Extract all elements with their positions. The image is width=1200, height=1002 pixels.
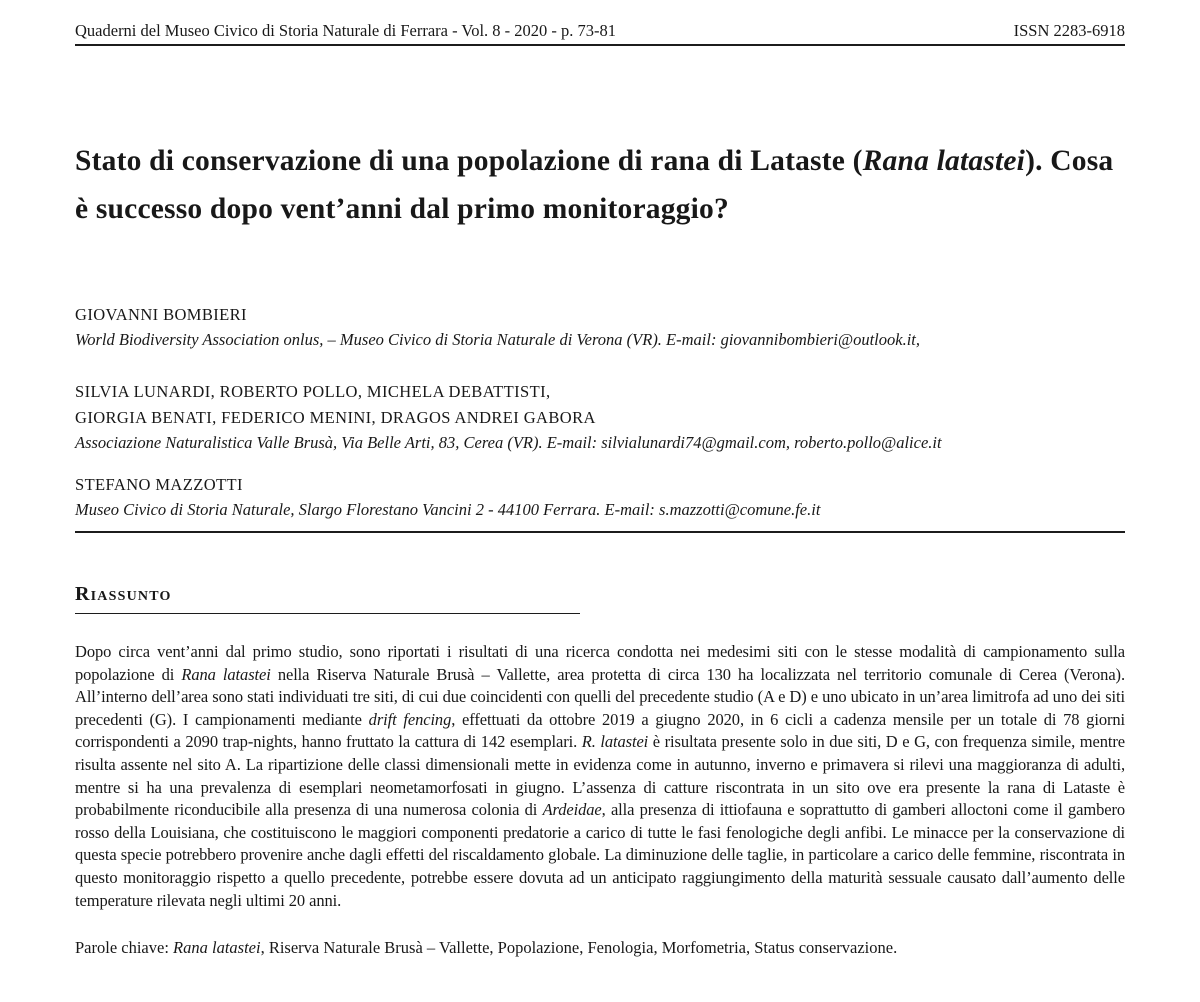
author-affiliation: World Biodiversity Association onlus, – Museo Civico di Storia Naturale di Verona (VR). E-mail: giovannibombieri@outlook.it, bbox=[75, 330, 920, 349]
author-group bbox=[75, 379, 1125, 454]
author-name: GIORGIA BENATI, FEDERICO MENINI, DRAGOS ANDREI GABORA bbox=[75, 408, 596, 427]
section-divider bbox=[75, 531, 1125, 533]
author-name: GIOVANNI BOMBIERI bbox=[75, 305, 247, 324]
article-title: Stato di conservazione di una popolazione di rana di Lataste (Rana latastei). Cosa è successo dopo vent’anni dal primo monitoraggio? bbox=[75, 145, 1114, 225]
abstract-heading: Riassunto bbox=[75, 583, 580, 614]
author-affiliation: Associazione Naturalistica Valle Brusà, Via Belle Arti, 83, Cerea (VR). E-mail: silvialunardi74@gmail.com, roberto.pollo@alice.it bbox=[75, 433, 942, 452]
author-group bbox=[75, 472, 1125, 521]
authors-block bbox=[75, 302, 1125, 521]
author-name: STEFANO MAZZOTTI bbox=[75, 475, 243, 494]
issn-number: ISSN 2283-6918 bbox=[1013, 21, 1125, 40]
journal-citation: Quaderni del Museo Civico di Storia Naturale di Ferrara - Vol. 8 - 2020 - p. 73-81 bbox=[75, 21, 617, 40]
author-group bbox=[75, 302, 1125, 351]
keywords-line: Parole chiave: Rana latastei, Riserva Naturale Brusà – Vallette, Popolazione, Fenologia, Morfometria, Status conservazione. bbox=[75, 938, 898, 958]
author-name: SILVIA LUNARDI, ROBERTO POLLO, MICHELA DEBATTISTI, bbox=[75, 382, 551, 401]
author-affiliation: Museo Civico di Storia Naturale, Slargo Florestano Vancini 2 - 44100 Ferrara. E-mail: s.mazzotti@comune.fe.it bbox=[75, 500, 821, 519]
abstract-text: Dopo circa vent’anni dal primo studio, sono riportati i risultati di una ricerca condotta nei medesimi siti con le stesse modalità di campionamento sulla popolazione di Rana latastei nella Riserva Naturale Brusà – Vallette, area protetta di circa 130 ha localizzata nel territorio comunale di Cerea (Verona). All’interno dell’area sono stati individuati tre siti, di cui due coincidenti con quelli del precedente studio (A e D) e uno ubicato in un’area limitrofa ad uno dei siti precedenti (G). I campionamenti mediante drift fencing, effettuati da ottobre 2019 a giugno 2020, in 6 cicli a cadenza mensile per un totale di 78 giorni corrispondenti a 2090 trap-nights, hanno fruttato la cattura di 142 esemplari. R. latastei è risultata presente solo in due siti, D e G, con frequenza simile, mentre risulta assente nel sito A. La ripartizione delle classi dimensionali mette in evidenza come in autunno, inverno e primavera si rilevi una maggioranza di adulti, mentre si ha una prevalenza di esemplari neometamorfosati in giugno. L’assenza di catture riscontrata in un sito ove era presente la rana di Lataste è probabilmente riconducibile alla presenza di una numerosa colonia di Ardeidae, alla presenza di ittiofauna e soprattutto di gamberi alloctoni come il gambero rosso della Louisiana, che costituiscono le maggiori componenti predatorie a carico di tutte le fasi fenologiche degli anfibi. Le minacce per la conservazione di questa specie potrebbero provenire anche dagli effetti del riscaldamento globale. La diminuzione delle taglie, in particolare a carico delle femmine, riscontrata in questo monitoraggio rispetto a quello precedente, potrebbe essere dovuta ad un anticipato raggiungimento della maturità sessuale causato dall’aumento delle temperature rilevata negli ultimi 20 anni. bbox=[75, 642, 1126, 910]
journal-header bbox=[75, 0, 1125, 46]
